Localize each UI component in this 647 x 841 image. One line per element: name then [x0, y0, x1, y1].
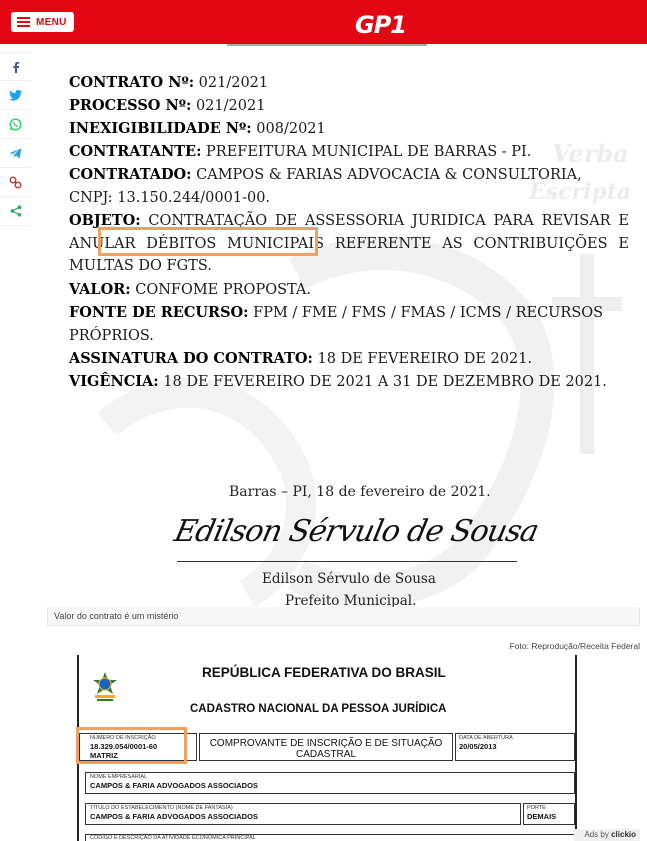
contract-document-image: [47, 44, 640, 607]
signer-name: Edilson Sérvulo de Sousa: [262, 571, 436, 587]
share-icon: [10, 205, 22, 217]
atividade-label: CÓDIGO E DESCRIÇÃO DA ATIVIDADE ECONÔMICA PRINCIPAL: [90, 835, 256, 841]
process-number: [69, 95, 629, 118]
republic-title: REPÚBLICA FEDERATIVA DO BRASIL: [202, 665, 446, 680]
link-icon: [9, 176, 22, 189]
contratado: [69, 164, 629, 187]
fantasia-label: TÍTULO DO ESTABELECIMENTO (NOME DE FANTASIA): [90, 805, 233, 811]
empresarial-value: CAMPOS & FARIA ADVOGADOS ASSOCIADOS: [90, 781, 258, 790]
facebook-icon: [10, 61, 22, 73]
whatsapp-icon: [9, 118, 22, 131]
inscricao-label: NÚMERO DE INSCRIÇÃO: [90, 735, 156, 741]
brazil-coat-of-arms-icon: [91, 671, 119, 703]
contract-number-label: CONTRATO Nº:: [69, 74, 195, 91]
whatsapp-share-button[interactable]: [0, 110, 31, 139]
cadastro-title: CADASTRO NACIONAL DA PESSOA JURÍDICA: [190, 703, 447, 715]
image-caption: Valor do contrato é um mistério: [47, 607, 640, 626]
ads-brand: clickio: [611, 830, 636, 839]
telegram-share-button[interactable]: [0, 139, 31, 168]
document-top-rule: [227, 44, 427, 46]
process-number-label: PROCESSO Nº:: [69, 97, 192, 114]
twitter-share-button[interactable]: [0, 81, 31, 110]
assinatura-value: 18 DE FEVEREIRO DE 2021.: [317, 351, 533, 367]
ads-prefix: Ads by: [584, 830, 609, 839]
vigencia-label: VIGÊNCIA:: [69, 373, 159, 390]
more-share-button[interactable]: [0, 197, 31, 226]
process-number-value: 021/2021: [195, 98, 266, 114]
cnpj-line: CNPJ: 13.150.244/0001-00.: [69, 190, 271, 206]
contratante: [69, 141, 629, 164]
menu-label: MENU: [36, 16, 67, 28]
share-bar: [0, 52, 31, 226]
ads-by-clickio[interactable]: [574, 829, 640, 841]
signature-line: [177, 561, 517, 562]
facebook-share-button[interactable]: [0, 52, 31, 81]
inexigibilidade-value: 008/2021: [256, 121, 326, 137]
contratante-label: CONTRATANTE:: [69, 143, 202, 160]
telegram-icon: [9, 148, 22, 159]
contratado-label: CONTRATADO:: [69, 166, 192, 183]
valor-label: VALOR:: [69, 281, 131, 298]
site-header: [0, 0, 647, 44]
abertura-value: 20/05/2013: [459, 742, 497, 751]
comprovante-title: COMPROVANTE DE INSCRIÇÃO E DE SITUAÇÃO CADASTRAL: [209, 738, 443, 760]
objeto-label: OBJETO:: [69, 212, 141, 229]
porte-value: DEMAIS: [527, 812, 557, 821]
assinatura-label: ASSINATURA DO CONTRATO:: [69, 350, 313, 367]
watermark-escripta: Escripta: [529, 179, 632, 205]
hamburger-icon: [17, 17, 30, 27]
valor-value: CONFOME PROPOSTA.: [135, 282, 311, 298]
watermark-verba: Verba: [552, 139, 629, 168]
contract-number-value: 021/2021: [198, 75, 269, 91]
photo-credit: Foto: Reprodução/Receita Federal: [509, 641, 640, 651]
signature: Edilson Sérvulo de Sousa: [171, 514, 542, 549]
site-logo[interactable]: GP1: [355, 11, 406, 39]
fonte-label: FONTE DE RECURSO:: [69, 304, 249, 321]
objeto-value: CONTRATAÇÃO DE ASSESSORIA JURIDICA PARA REVISAR E ANULAR DÉBITOS MUNICIPAIS REFERENTE AS CONTRIBUIÇÕES E MULTAS DO FGTS.: [69, 213, 629, 274]
porte-label: PORTE: [527, 805, 546, 811]
empresarial-label: NOME EMPRESARIAL: [90, 774, 148, 780]
inexigibilidade-label: INEXIGIBILIDADE Nº:: [69, 120, 252, 137]
valor: [69, 279, 629, 302]
matriz-label: MATRIZ: [90, 751, 118, 760]
fonte-recurso: [69, 302, 629, 347]
vigencia-value: 18 DE FEVEREIRO DE 2021 A 31 DE DEZEMBRO DE 2021.: [163, 374, 607, 390]
twitter-icon: [9, 90, 22, 101]
cnpj-highlight-box: [98, 227, 318, 256]
inscricao-highlight-box: [76, 727, 187, 764]
menu-button[interactable]: [11, 12, 74, 32]
inscricao-value: 18.329.054/0001-60: [90, 742, 158, 751]
fonte-value: FPM / FME / FMS / FMAS / ICMS / RECURSOS PRÓPRIOS.: [69, 305, 604, 344]
contratado-value: CAMPOS & FARIAS ADVOCACIA & CONSULTORIA,: [196, 167, 582, 183]
city-date: Barras – PI, 18 de fevereiro de 2021.: [229, 484, 491, 500]
copy-link-button[interactable]: [0, 168, 31, 197]
inexigibilidade-number: [69, 118, 629, 141]
vigencia: [69, 371, 629, 394]
contract-number: [69, 72, 629, 95]
assinatura-contrato: [69, 348, 629, 371]
fantasia-value: CAMPOS & FARIA ADVOGADOS ASSOCIADOS: [90, 812, 258, 821]
cnpj-document-image: [47, 655, 640, 841]
signer-role: Prefeito Municipal.: [285, 593, 417, 607]
contratante-value: PREFEITURA MUNICIPAL DE BARRAS - PI.: [206, 144, 532, 160]
abertura-label: DATA DE ABERTURA: [459, 735, 513, 741]
